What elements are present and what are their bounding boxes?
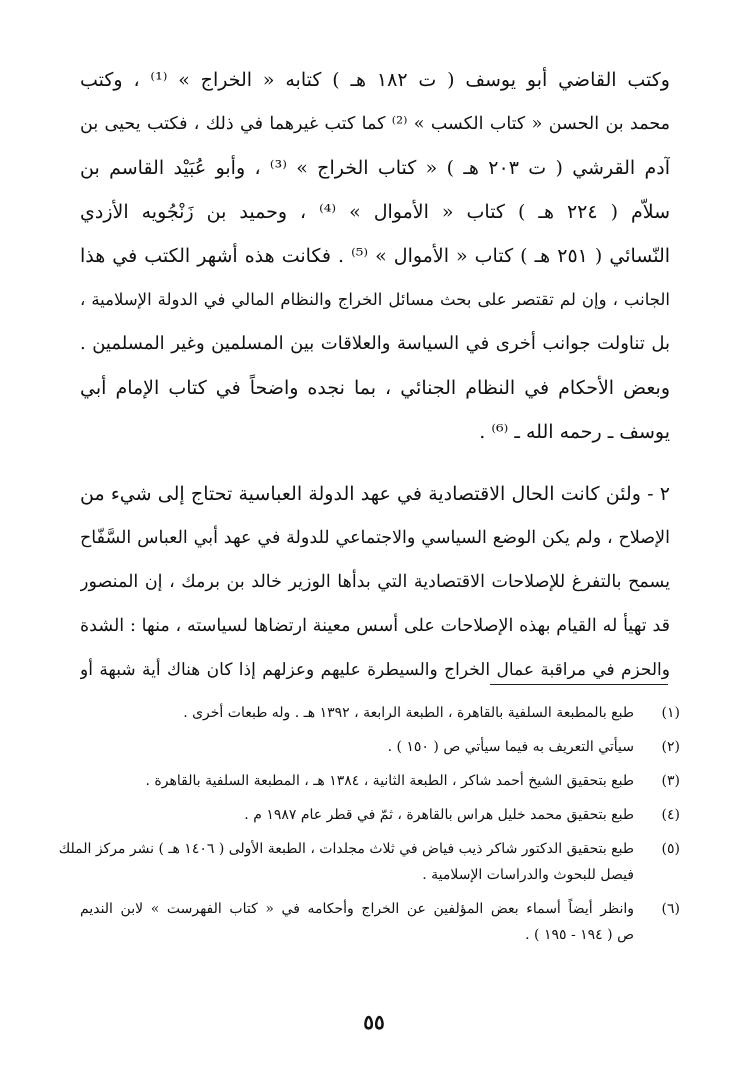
footnote-text: [80, 768, 634, 794]
footnote-number: (٢): [661, 739, 680, 755]
body-line: يوسف ـ رحمه الله ـ ⁽⁶⁾ .: [479, 421, 670, 443]
body-line: بل تناولت جوانب أخرى في السياسة والعلاقات بين المسلمين وغير المسلمين .: [80, 333, 670, 354]
footnote-line: ص ( ١٩٤ - ١٩٥ ) .: [525, 927, 634, 943]
footnote-number: (٦): [661, 901, 680, 917]
footnote-line: طبع بالمطبعة السلفية بالقاهرة ، الطبعة الرابعة ، ١٣٩٢ هـ . وله طبعات أخرى .: [183, 705, 634, 721]
footnote-text: [80, 734, 634, 760]
footnote-number: (٥): [661, 841, 680, 857]
footnote-text: [80, 896, 634, 948]
footnote-line: طبع بتحقيق محمد خليل هراس بالقاهرة ، ثمّ في قطر عام ١٩٨٧ م .: [244, 807, 634, 823]
footnote-text: [59, 836, 634, 888]
body-line: والحزم في مراقبة عمال الخراج والسيطرة عليهم وعزلهم إذا كان هناك أية شبهة أو: [80, 660, 670, 680]
body-line: الإصلاح ، ولم يكن الوضع السياسي والاجتماعي للدولة في عهد أبي العباس السَّفّاح: [80, 528, 670, 548]
footnote: [80, 734, 680, 760]
footnote-line: سيأتي التعريف به فيما سيأتي ص ( ١٥٠ ) .: [387, 739, 634, 755]
footnote: [80, 700, 680, 726]
footnote-text: [80, 802, 634, 828]
footnote-separator: [490, 684, 668, 685]
footnote-line: طبع بتحقيق الشيخ أحمد شاكر ، الطبعة الثانية ، ١٣٨٤ هـ ، المطبعة السلفية بالقاهرة .: [145, 773, 634, 789]
footnote-number: (٤): [661, 807, 680, 823]
body-line: الجانب ، وإن لم تقتصر على بحث مسائل الخراج والنظام المالي في الدولة الإسلامية ،: [80, 290, 670, 309]
footnote: [80, 768, 680, 794]
body-line: محمد بن الحسن « كتاب الكسب » ⁽²⁾ كما كتب غيرهما في ذلك ، فكتب يحيى بن: [80, 114, 670, 134]
body-line: يسمح بالتفرغ للإصلاحات الاقتصادية التي بدأها الوزير خالد بن برمك ، إن المنصور: [80, 572, 670, 592]
body-line: النّسائي ( ٢٥١ هـ ) كتاب « الأموال » ⁽⁵⁾ . فكانت هذه أشهر الكتب في هذا: [80, 245, 670, 267]
footnote-line: وانظر أيضاً أسماء بعض المؤلفين عن الخراج وأحكامه في « كتاب الفهرست » لابن النديم: [80, 901, 634, 917]
footnote-text: [80, 700, 634, 726]
footnotes: [58, 700, 680, 956]
paragraph-gap: [80, 454, 670, 472]
body-line: ٢ - ولئن كانت الحال الاقتصادية في عهد الدولة العباسية تحتاج إلى شيء من: [80, 483, 670, 505]
footnote: [80, 896, 680, 948]
body-line: سلاّم ( ٢٢٤ هـ ) كتاب « الأموال » ⁽⁴⁾ ، وحميد بن زَنْجُويه الأزدي: [80, 201, 670, 223]
footnote-number: (٣): [661, 773, 680, 789]
body-line: وبعض الأحكام في النظام الجنائي ، بما نجده واضحاً في كتاب الإمام أبي: [80, 377, 670, 399]
footnote: [80, 802, 680, 828]
footnote-number: (١): [661, 705, 680, 721]
footnote: [58, 836, 680, 888]
body-line: وكتب القاضي أبو يوسف ( ت ١٨٢ هـ ) كتابه « الخراج » ⁽¹⁾ ، وكتب: [80, 69, 670, 91]
footnote-line: طبع بتحقيق الدكتور شاكر ذيب فياض في ثلاث مجلدات ، الطبعة الأولى ( ١٤٠٦ هـ ) نشر مركز الملك: [58, 841, 634, 857]
body-line: آدم القرشي ( ت ٢٠٣ هـ ) « كتاب الخراج » ⁽³⁾ ، وأبو عُبَيْد القاسم بن: [80, 157, 670, 179]
footnote-line: فيصل للبحوث والدراسات الإسلامية .: [422, 867, 634, 883]
main-text: [80, 58, 670, 692]
body-line: قد تهيأ له القيام بهذه الإصلاحات على أسس معينة ارتضاها لسياسته ، منها : الشدة: [80, 616, 670, 636]
page-number: ٥٥: [363, 1010, 385, 1034]
